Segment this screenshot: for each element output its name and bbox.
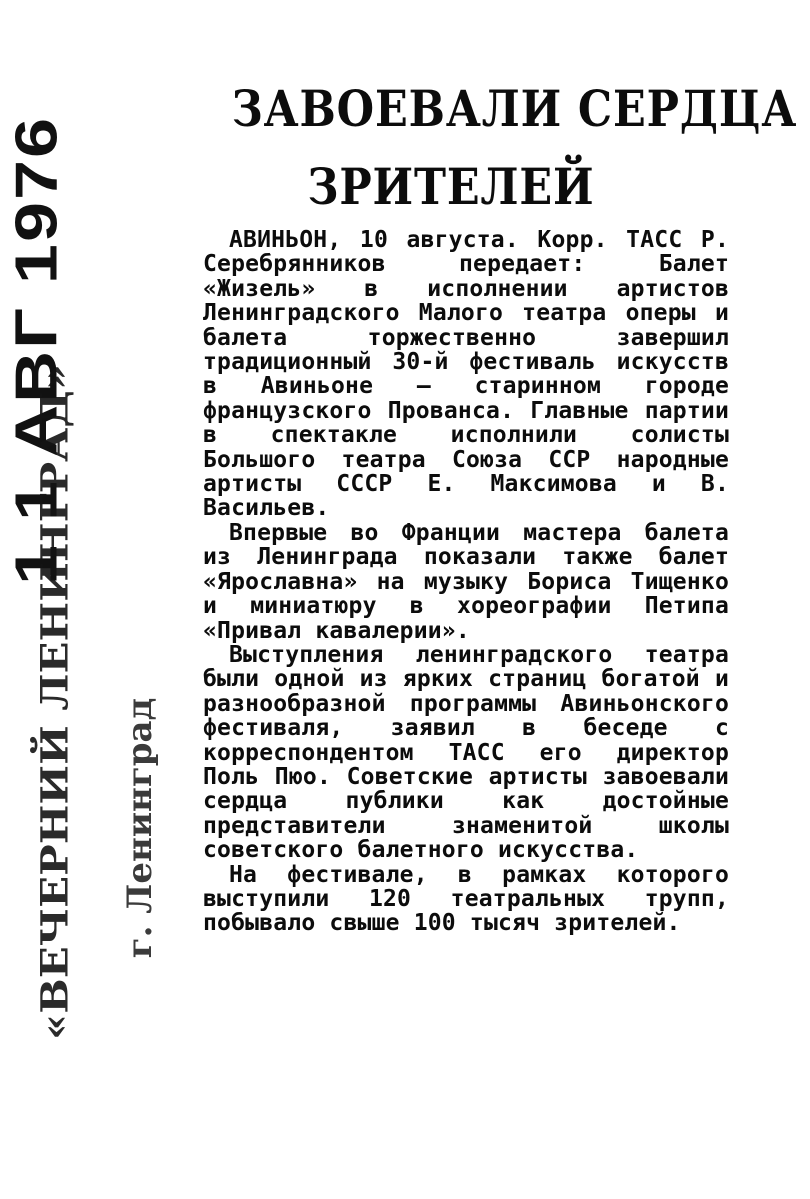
article-paragraph: АВИНЬОН, 10 августа. Корр. ТАСС Р. Серебрянников передает: Балет «Жизель» в исполнении артистов Ленинградского Малого театра оперы и балета торжественно завершил традиционный 30-й фестиваль искусств в Авиньоне — старинном городе французского Прованса. Главные партии в спектакле исполнили солисты Большого театра Союза ССР народные артисты СССР Е. Максимова и В. Васильев.	[203, 227, 729, 522]
headline-line-2: ЗРИТЕЛЕЙ	[307, 157, 595, 216]
newspaper-name-stamp: «ВЕЧЕРНИЙ ЛЕНИНГРАД»	[32, 364, 77, 1040]
date-stamp: 1 1 АВГ 1976	[4, 115, 70, 585]
article-paragraph: Впервые во Франции мастера балета из Ленинграда показали также балет «Ярославна» на музыку Бориса Тищенко и миниатюру в хореографии Петипа «Привал кавалерии».	[203, 519, 729, 644]
article-body	[203, 228, 729, 936]
article-paragraph: Выступления ленинградского театра были одной из ярких страниц богатой и разнообразной программы Авиньонского фестиваля, заявил в беседе с корреспондентом ТАСС его директор Поль Пюо. Советские артисты завоевали сердца публики как достойные представители знаменитой школы советского балетного искусства.	[203, 641, 729, 864]
headline-line-1: ЗАВОЕВАЛИ СЕРДЦА	[231, 79, 798, 138]
article-headline	[231, 70, 798, 226]
article-paragraph: На фестивале, в рамках которого выступили 120 театральных трупп, побывало свыше 100 тысяч зрителей.	[203, 861, 729, 937]
city-stamp: г. Ленинград	[120, 697, 160, 959]
